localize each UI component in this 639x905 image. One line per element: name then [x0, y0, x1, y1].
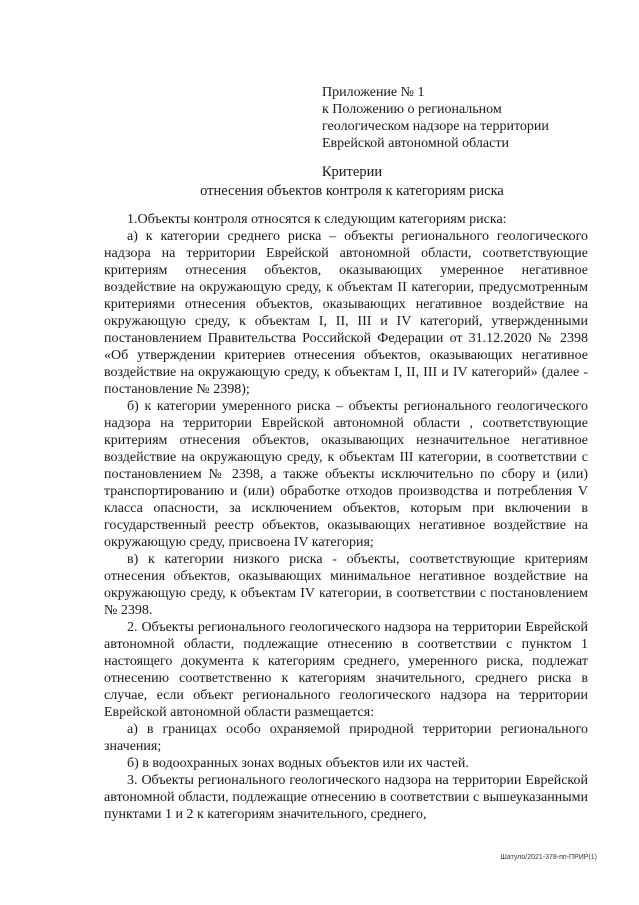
paragraph-2: 2. Объекты регионального геологического надзора на территории Еврейской автономной области, подлежащие отнесению в соответствии с пунктом 1 настоящего документа к категориям среднего, умеренного риска, подлежат отнесению соответственно к категориям значительного, среднего риска в случае, если объект регионального геологического надзора на территории Еврейской автономной области размещается:: [104, 620, 588, 720]
paragraph-1b: б) к категории умеренного риска – объекты регионального геологического надзора на территории Еврейской автономной области , соответствующие критериям отнесения объектов, оказывающих незначительное негативное воздействие на окружающую среду, к объектам III категории, в соответствии с постановлением № 2398, а также объекты исключительно по сбору и (или) транспортированию и (или) обработке отходов производства и потребления V класса опасности, за исключением объектов, которым при включении в государственный реестр объектов, оказывающих негативное воздействие на окружающую среду, присвоена IV категория;: [104, 399, 588, 550]
title-subheading: отнесения объектов контроля к категориям риска: [200, 183, 504, 199]
footer-document-code: Шатуло/2021-378-пп-ПРИР(1): [500, 854, 597, 861]
appendix-number: Приложение № 1: [322, 85, 425, 100]
document-body: [104, 211, 588, 823]
paragraph-3: 3. Объекты регионального геологического надзора на территории Еврейской автономной области, подлежащие отнесению в соответствии с вышеуказанными пунктами 1 и 2 к категориям значительного, среднего,: [104, 773, 588, 822]
appendix-ref-line: Еврейской автономной области: [322, 136, 509, 151]
paragraph-2b: б) в водоохранных зонах водных объектов или их частей.: [127, 756, 469, 771]
paragraph-1a: а) к категории среднего риска – объекты регионального геологического надзора на территории Еврейской автономной области, соответствующие критериям отнесения объектов, оказывающих умеренное негативное воздействие на окружающую среду, к объектам II категории, предусмотренным критериями отнесения объектов, оказывающих негативное воздействие на окружающую среду, к объектам I, II, III и IV категорий, утвержденными постановлением Правительства Российской Федерации от 31.12.2020 № 2398 «Об утверждении критериев отнесения объектов, оказывающих негативное воздействие на окружающую среду, к объектам I, II, III и IV категорий» (далее - постановление № 2398);: [104, 229, 588, 397]
appendix-header: [322, 84, 622, 152]
appendix-ref-line: геологическом надзоре на территории: [322, 119, 549, 134]
appendix-ref-line: к Положению о региональном: [322, 102, 502, 117]
paragraph-1c: в) к категории низкого риска - объекты, соответствующие критериям отнесения объектов, оказывающих минимальное негативное воздействие на окружающую среду, к объектам IV категории, в соответствии с постановлением № 2398.: [104, 552, 588, 618]
document-title: [60, 163, 639, 201]
paragraph-2a: а) в границах особо охраняемой природной территории регионального значения;: [104, 722, 588, 754]
title-heading: Критерии: [321, 164, 383, 180]
paragraph-1: 1.Объекты контроля относятся к следующим категориям риска:: [127, 212, 507, 227]
